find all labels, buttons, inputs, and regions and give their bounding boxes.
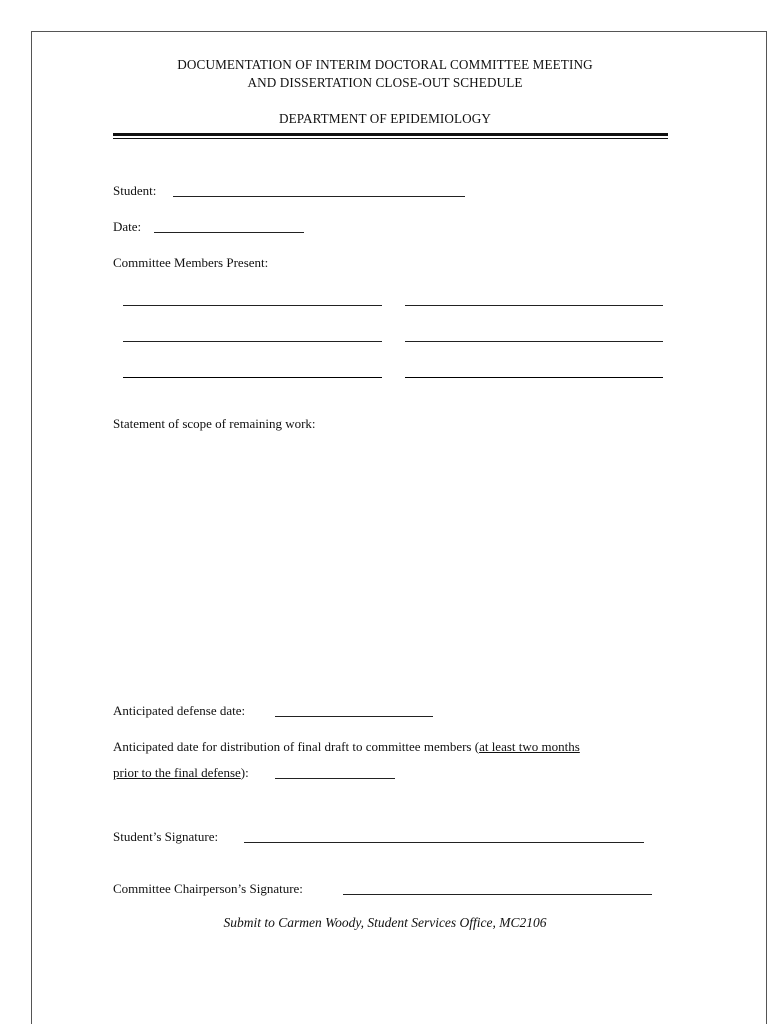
student-label: Student:	[113, 183, 157, 198]
document-title-line2: AND DISSERTATION CLOSE-OUT SCHEDULE	[247, 75, 523, 90]
chairperson-signature-label: Committee Chairperson’s Signature:	[113, 881, 303, 896]
department-name: DEPARTMENT OF EPIDEMIOLOGY	[278, 111, 492, 126]
committee-members-label: Committee Members Present:	[113, 255, 269, 270]
committee-member-field-2[interactable]	[405, 305, 663, 306]
committee-member-field-5[interactable]	[123, 377, 382, 378]
header-divider-thin	[113, 138, 668, 139]
student-name-field[interactable]	[173, 196, 465, 197]
date-field[interactable]	[154, 232, 304, 233]
distribution-date-label	[113, 739, 580, 755]
scope-of-work-label: Statement of scope of remaining work:	[113, 416, 316, 431]
committee-member-field-6[interactable]	[405, 377, 663, 378]
committee-member-field-4[interactable]	[405, 341, 663, 342]
distribution-text-part1: Anticipated date for distribution of final draft to committee members (	[113, 739, 480, 754]
committee-member-field-3[interactable]	[123, 341, 382, 342]
student-signature-label: Student’s Signature:	[113, 829, 219, 844]
header-divider-thick	[113, 133, 668, 136]
committee-member-field-1[interactable]	[123, 305, 382, 306]
distribution-text-underlined-a: at least two months	[479, 739, 580, 754]
distribution-text-part2: ):	[240, 765, 249, 780]
distribution-date-label-line2	[113, 765, 249, 781]
student-signature-field[interactable]	[244, 842, 644, 843]
date-label: Date:	[113, 219, 142, 234]
submit-instructions: Submit to Carmen Woody, Student Services Office, MC2106	[223, 915, 547, 930]
document-title-line1: DOCUMENTATION OF INTERIM DOCTORAL COMMITTEE MEETING	[177, 57, 593, 72]
distribution-date-field[interactable]	[275, 778, 395, 779]
scope-of-work-area[interactable]	[113, 438, 668, 688]
distribution-text-underlined-b: prior to the final defense	[113, 765, 241, 780]
defense-date-label: Anticipated defense date:	[113, 703, 246, 718]
defense-date-field[interactable]	[275, 716, 433, 717]
chairperson-signature-field[interactable]	[343, 894, 652, 895]
